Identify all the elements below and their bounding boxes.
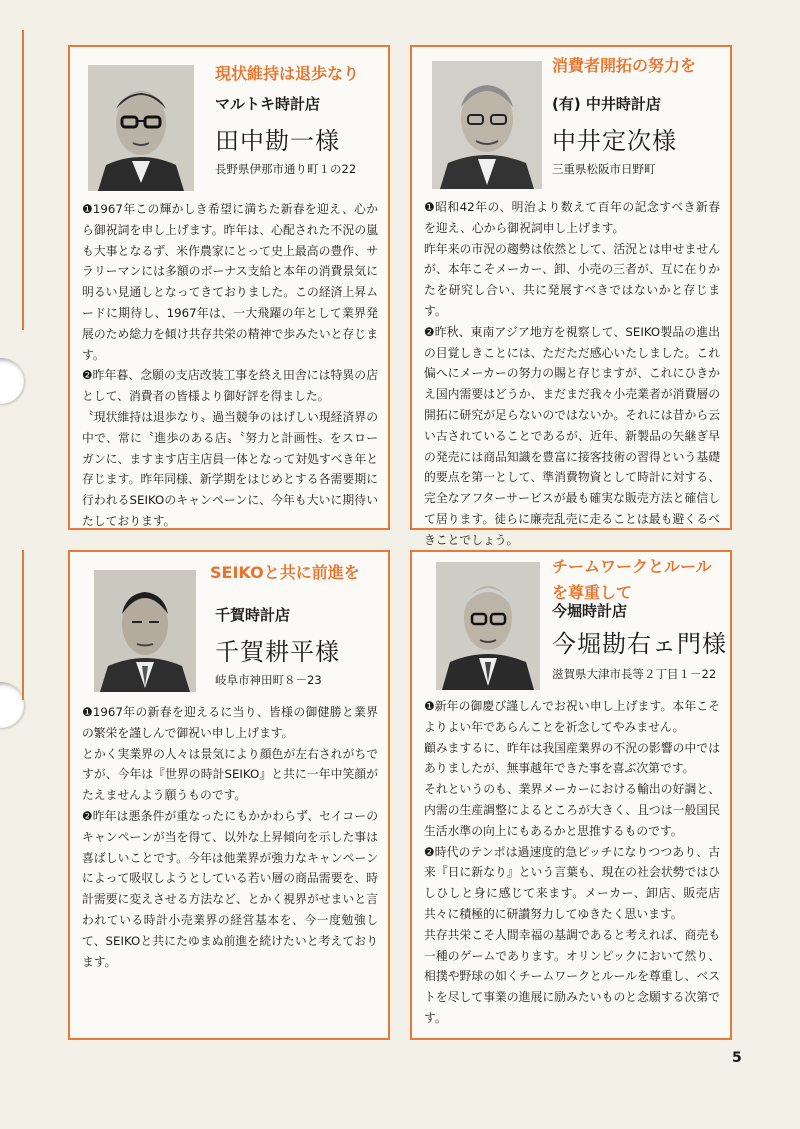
paragraph: ❶1967年この輝かしき希望に満ちた新春を迎え、心から御祝詞を申し上げます。昨年は、心配された不況の嵐も大事となるず、米作農家にとって史上最高の豊作、サラリーマンには多額のボーナス支給と本年の消費景気に明るい見通しとなってきておりました。この経済上昇ムードに期待し、1967年は、一大飛躍の年として業界発展のため総力を傾け共存共栄の精神で歩みたいと存じます。: [82, 202, 378, 362]
shop-name: 今堀時計店: [552, 602, 628, 620]
shop-address: 長野県伊那市通り町１の22: [215, 162, 357, 176]
portrait-photo: [436, 562, 540, 690]
shop-address: 岐阜市神田町８－23: [215, 673, 322, 687]
article-box-tanaka: [68, 45, 390, 530]
article-body: [424, 197, 720, 551]
portrait-photo: [94, 570, 196, 692]
left-page-edge-upper: [0, 30, 24, 330]
paragraph: ❶昭和42年の、明治より数えて百年の記念すべき新春を迎え、心から御祝詞申し上げます。: [424, 200, 720, 235]
article-body: [424, 696, 720, 1029]
article-headline: 消費者開拓の努力を: [552, 56, 697, 75]
paragraph: ❷昨年は悪条件が重なったにもかかわらず、セイコーのキャンペーンが当を得て、以外な上昇傾向を示した事は喜ばしいことです。今年は他業界が強力なキャンペーンによって吸収しようとしている若い層の商品需要を、時計需要に変えさせる方法など、とかく視界がせまいと言われている時計小売業界の経営基本を、今一度勉強して、SEIKOと共にたゆまぬ前進を続けたいと考えております。: [82, 808, 378, 969]
article-box-imahori: [410, 550, 732, 1040]
paragraph: 〝現状維持は退歩なり〟過当競争のはげしい現経済界の中で、常に〝進歩のある店〟〝努力と計画性〟をスローガンに、ますます店主店員一体となって対処すべき年と存じます。昨年同様、新学期をはじめとする各需要期に行われるSEIKOのキャンペーンに、今年も大いに期待いたしております。: [82, 409, 378, 528]
left-page-edge-lower: [0, 550, 24, 700]
article-box-senga: [68, 550, 390, 1040]
person-name: 千賀耕平様: [215, 638, 340, 666]
article-box-nakai: [410, 45, 732, 547]
shop-address: 滋賀県大津市長等２丁目１－22: [552, 667, 717, 681]
article-headline: 現状維持は退歩なり: [215, 64, 360, 83]
portrait-photo: [432, 61, 542, 189]
paragraph: ❷時代のテンポは過速度的急ピッチになりつつあり、古来『日に新なり』という言葉も、現在の社会状勢ではひしひしと身に感じて来ます。メーカー、卸店、販売店共々に積極的に研讃努力してゆきたく思います。: [424, 844, 720, 921]
paragraph: 顧みまするに、昨年は我国産業界の不況の影響の中ではありましたが、無事越年できた事を喜ぶ次第です。: [424, 740, 720, 776]
article-headline: チームワークとルールを尊重して: [552, 557, 712, 602]
paragraph: ❶1967年の新春を迎えるに当り、皆様の御健勝と業界の繁栄を謹しんで御祝い申し上げます。: [82, 705, 378, 740]
shop-name: 千賀時計店: [215, 606, 291, 624]
shop-name: マルトキ時計店: [215, 95, 321, 113]
paragraph: それというのも、業界メーカーにおける輸出の好調と、内需の生産調整によるところが大きく、且つは一般国民生活水準の向上にもあるかと思推するものです。: [424, 782, 720, 838]
shop-name: (有) 中井時計店: [552, 95, 661, 113]
portrait-photo: [88, 65, 194, 191]
article-headline: SEIKOと共に前進を: [210, 563, 360, 582]
person-name: 今堀勘右ェ門様: [552, 630, 727, 658]
binder-hole-top: [0, 358, 24, 404]
paragraph: 昨年来の市況の趨勢は依然として、活況とは申せませんが、本年こそメーカー、卸、小売の三者が、互に在りかたを研究し合い、共に発展すべきではないかと存じます。: [424, 241, 720, 318]
paragraph: ❶新年の御慶び謹しんでお祝い申し上げます。本年こそよりよい年であらんことを祈念してやみません。: [424, 699, 720, 734]
article-body: [82, 199, 378, 532]
article-body: [82, 702, 378, 972]
person-name: 田中勘一様: [215, 127, 340, 155]
shop-address: 三重県松阪市日野町: [552, 162, 656, 176]
paragraph: ❷昨秋、東南アジア地方を視察して、SEIKO製品の進出の目覚しきことには、ただただ感心いたしました。これ偏へにメーカーの努力の賜と存じますが、これにひきかえ国内需要はどうか、まだまだ我々小売業者が消費層の開拓に研究が足らないのではないか。それには昔から云い古されていることであるが、近年、新製品の矢継ぎ早の発売には商品知識を豊富に接客技術の習得という基礎的要点を第一として、準消費物資として時計に対する、完全なアフターサービスが最も確実な販売方法と確信して居ります。徒らに廉売乱売に走ることは最も避くるべきことでしょう。: [424, 324, 720, 547]
page-number: 5: [732, 1050, 742, 1066]
person-name: 中井定次様: [552, 127, 677, 155]
paragraph: ❷昨年暮、念願の支店改装工事を終え田舎には特異の店として、消費者の皆様より御好評を得ました。: [82, 368, 378, 404]
paragraph: とかく実業界の人々は景気により顔色が左右されがちですが、今年は『世界の時計SEIKO』と共に一年中笑顔がたえませんよう願うものです。: [82, 746, 378, 803]
paragraph: 共存共栄こそ人間幸福の基調であると考えれば、商売も一種のゲームであります。オリンピックにおいて然り、相撲や野球の如くチームワークとルールを尊重し、ベストを尽して事業の進展に励みたいものと念願する次第です。: [424, 927, 720, 1025]
